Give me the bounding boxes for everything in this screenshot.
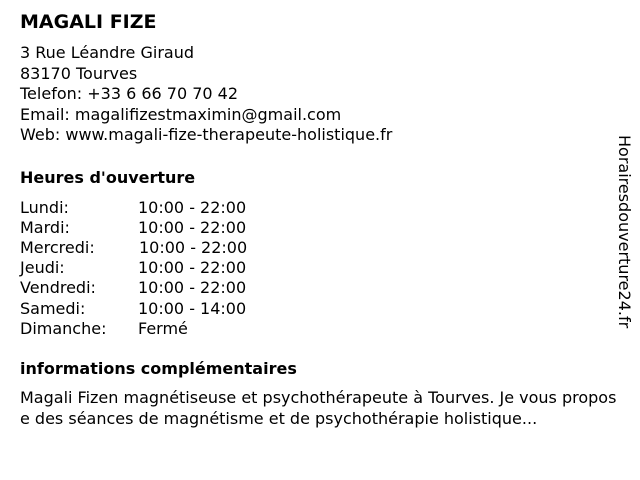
hours-row-dimanche [20, 319, 620, 339]
website-link[interactable]: Web: www.magali-fize-therapeute-holistique.fr [20, 125, 393, 144]
hours-time: Fermé [138, 318, 188, 338]
business-card [20, 10, 620, 429]
contact-block [20, 43, 620, 146]
hours-day: Samedi: [20, 298, 86, 318]
business-name: MAGALI FIZE [20, 11, 157, 33]
site-watermark: Horairesdouverture24.fr [615, 135, 634, 329]
hours-day: Jeudi: [20, 258, 65, 278]
email-address[interactable]: Email: magalifizestmaximin@gmail.com [20, 104, 342, 124]
info-description: Magali Fizen magnétiseuse et psychothérapeute à Tourves. Je vous propose des séances de magnétisme et de psychothérapie holistique... [20, 387, 617, 428]
hours-row-jeudi [20, 258, 620, 278]
address-city: 83170 Tourves [20, 63, 138, 83]
hours-day: Dimanche: [20, 318, 107, 338]
hours-time: 10:00 - 22:00 [138, 197, 247, 217]
hours-day: Lundi: [20, 197, 69, 217]
hours-time: 10:00 - 22:00 [138, 278, 247, 298]
hours-time: 10:00 - 22:00 [139, 237, 248, 257]
hours-heading: Heures d'ouverture [20, 167, 196, 187]
hours-day: Vendredi: [20, 278, 96, 298]
hours-time: 10:00 - 22:00 [138, 217, 247, 237]
hours-day: Mardi: [20, 217, 70, 237]
phone-number[interactable]: Telefon: +33 6 66 70 70 42 [20, 84, 239, 103]
hours-time: 10:00 - 22:00 [138, 258, 247, 278]
hours-row-samedi [20, 299, 620, 319]
opening-hours-list [20, 198, 620, 339]
address-street: 3 Rue Léandre Giraud [20, 43, 194, 62]
hours-row-mercredi [20, 238, 620, 258]
hours-time: 10:00 - 14:00 [138, 298, 247, 318]
hours-row-vendredi [20, 278, 620, 298]
hours-day: Mercredi: [20, 237, 95, 257]
hours-row-lundi [20, 198, 620, 218]
hours-row-mardi [20, 218, 620, 238]
info-heading: informations complémentaires [20, 358, 297, 378]
